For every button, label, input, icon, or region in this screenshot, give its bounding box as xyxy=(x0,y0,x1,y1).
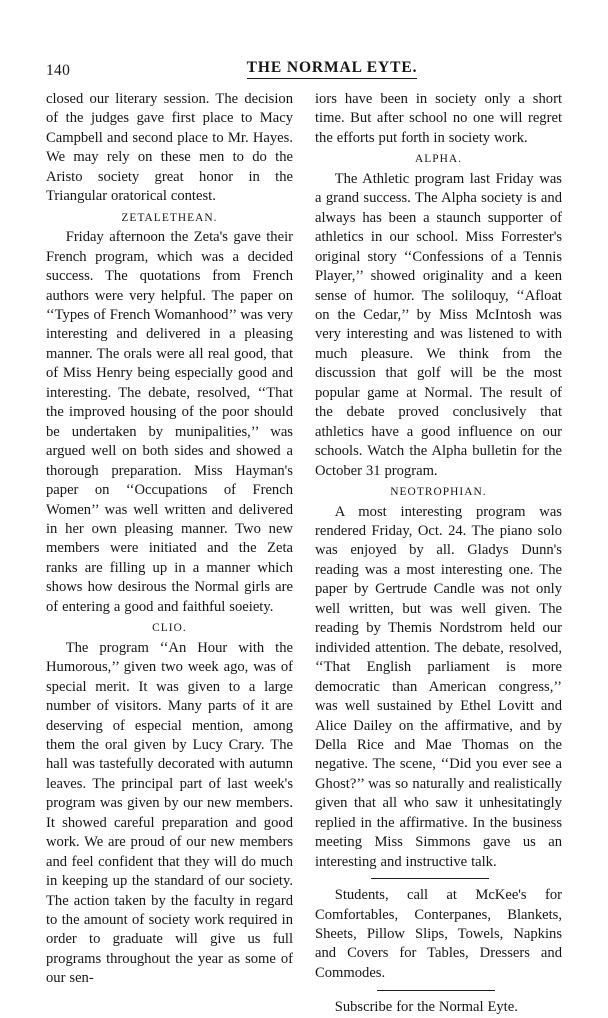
paragraph-clio: The program ‘‘An Hour with the Humorous,’’ given two week ago, was of special merit. It was given to a large number of visitors. Many parts of it are deserving of especial mention, among them the oral given by Lucy Crary. The hall was tastefully decorated with autumn leaves. The principal part of last week's program was given by our new members. It showed careful preparation and good work. We are proud of our new members and feel confident that they will do much in keeping up the standard of our society. The action taken by the faculty in regard to the amount of society work required in order to graduate will give us full programs throughout the year as some of our sen- xyxy=(46,639,293,987)
paragraph-neotrophian: A most interesting program was rendered Friday, Oct. 24. The piano solo was enjoyed by all. Gladys Dunn's reading was a most interesting one. The paper by Gertrude Candle was not only well written, but was well given. The reading by Themis Nordstrom held our individed attention. The debate, resolved, ‘‘That English parliament is more democratic than American congress,’’ was well sustained by Ethel Lovitt and Alice Dailey on the affirmative, and by Della Rice and Mae Thomas on the negative. The scene, ‘‘Did you ever see a Ghost?’’ was so naturally and realistically given that all who saw it unhesitatingly replied in the affirmative. In the business meeting Miss Simmons gave us an interesting and instructive talk. xyxy=(315,503,562,870)
section-heading-zetalethean: ZETALETHEAN. xyxy=(121,211,218,224)
paragraph-continued-society: iors have been in society only a short time. But after school no one will regret the efforts put forth in society work. xyxy=(315,91,562,146)
divider-rule-top xyxy=(371,878,489,879)
running-head xyxy=(46,58,562,84)
paragraph-zetalethean: Friday afternoon the Zeta's gave their French program, which was a decided success. The quotations from French authors were very helpful. The paper on ‘‘Types of French Womanhood’’ was very interesting and delivered in a pleasing manner. The orals were all real good, that of Miss Henry being especially good and interesting. The debate, resolved, ‘‘That the improved housing of the poor should be undertaken by munipalities,’’ was argued well on both sides and showed a thorough preparation. Miss Hayman's paper on ‘‘Occupations of French Women’’ was well written and delivered in her own pleasing manner. Two new members were initiated and the Zeta ranks are filling up in a manner which shows how desirous the Normal girls are of entering a good and faithful soeiety. xyxy=(46,229,293,615)
left-column xyxy=(46,90,293,989)
section-heading-clio: CLIO. xyxy=(152,622,187,635)
divider-rule-bottom xyxy=(377,990,495,991)
section-heading-neotrophian: NEOTROPHIAN. xyxy=(390,486,487,499)
advertisement-subscribe: Subscribe for the Normal Eyte. xyxy=(334,999,518,1016)
page-number: 140 xyxy=(46,62,71,79)
section-heading-alpha: ALPHA. xyxy=(414,153,463,166)
advertisement-mckee: Students, call at McKee's for Comfortables, Conterpanes, Blankets, Sheets, Pillow Slips, Towels, Napkins and Covers for Tables, Dressers and Commodes. xyxy=(315,887,562,981)
masthead-title: THE NORMAL EYTE. xyxy=(247,58,418,79)
paragraph-continued-aristo: closed our literary session. The decision of the judges gave first place to Macy Campbell and second place to Mr. Hayes. We may rely on these men to do the Aristo society great honor in the Triangular oratorical contest. xyxy=(46,91,293,205)
right-column xyxy=(315,90,562,1018)
masthead xyxy=(232,58,432,79)
paragraph-alpha: The Athletic program last Friday was a grand success. The Alpha society is and always has been a staunch supporter of athletics in our school. Miss Forrester's original story ‘‘Confessions of a Tennis Player,’’ showed originality and a keen sense of humor. The soliloquy, ‘‘Afloat on the Cedar,’’ by Miss McIntosh was very interesting and was listened to with much pleasure. We think from the discussion that golf will be the most popular game at Normal. The result of the debate proved conclusively that athletics have a good influence on our schools. Watch the Alpha bulletin for the October 31 program. xyxy=(315,170,562,479)
